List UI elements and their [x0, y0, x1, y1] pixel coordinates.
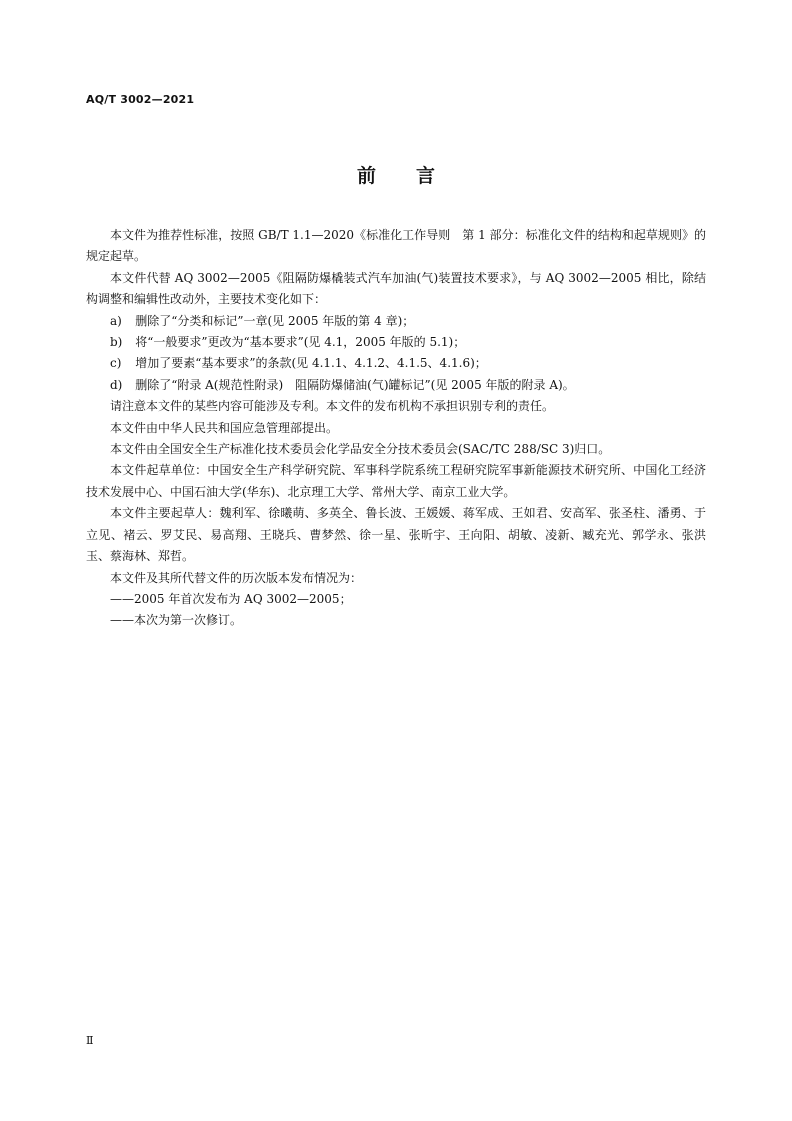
- standard-code: AQ/T 3002—2021: [86, 93, 195, 106]
- list-marker: c): [110, 356, 122, 371]
- paragraph-administrator: 本文件由全国安全生产标准化技术委员会化学品安全分技术委员会(SAC/TC 288/SC 3)归口。: [110, 442, 611, 457]
- paragraph-version-history: 本文件及其所代替文件的历次版本发布情况为：: [110, 570, 363, 585]
- list-marker: a): [110, 313, 122, 328]
- list-item: [86, 311, 706, 332]
- list-marker: b): [110, 335, 123, 350]
- paragraph-replacement: 本文件代替 AQ 3002—2005《阻隔防爆橇装式汽车加油(气)装置技术要求》，与 AQ 3002—2005 相比，除结构调整和编辑性改动外，主要技术变化如下：: [86, 270, 706, 307]
- list-item-text: 删除了“分类和标记”一章(见 2005 年版的第 4 章)；: [135, 313, 415, 328]
- paragraph-patent-notice: 请注意本文件的某些内容可能涉及专利。本文件的发布机构不承担识别专利的责任。: [110, 399, 555, 414]
- title-char-1: 前: [356, 165, 376, 187]
- list-item-text: 删除了“附录 A(规范性附录) 阻隔防爆储油(气)罐标记”(见 2005 年版的附录 A)。: [135, 377, 575, 392]
- list-item-text: 将“一般要求”更改为“基本要求”(见 4.1，2005 年版的 5.1)；: [135, 335, 466, 350]
- page-number: Ⅱ: [86, 1034, 94, 1047]
- foreword-body: [86, 225, 706, 632]
- paragraph-drafting-units: 本文件起草单位：中国安全生产科学研究院、军事科学院系统工程研究院军事新能源技术研究所、中国化工经济技术发展中心、中国石油大学(华东)、北京理工大学、常州大学、南京工业大学。: [86, 463, 706, 499]
- paragraph-drafters: 本文件主要起草人：魏利军、徐曦萌、多英全、鲁长波、王媛媛、蒋军成、王如君、安高军、张圣柱、潘勇、于立见、褚云、罗艾民、易高翔、王晓兵、曹梦然、徐一星、张昕宇、王向阳、胡敏、凌新、臧充光、郭学永、张洪玉、蔡海林、郑哲。: [86, 506, 706, 564]
- page-title: [0, 161, 792, 188]
- history-item: ——本次为第一次修订。: [110, 613, 243, 628]
- history-item: ——2005 年首次发布为 AQ 3002—2005；: [110, 591, 352, 606]
- list-item: [86, 375, 706, 396]
- paragraph-drafting-rules: 本文件为推荐性标准，按照 GB/T 1.1—2020《标准化工作导则 第 1 部分：标准化文件的结构和起草规则》的规定起草。: [86, 228, 706, 264]
- paragraph-proposer: 本文件由中华人民共和国应急管理部提出。: [110, 420, 339, 435]
- list-item-text: 增加了要素“基本要求”的条款(见 4.1.1、4.1.2、4.1.5、4.1.6)；: [135, 356, 487, 371]
- list-item: [86, 353, 706, 374]
- title-char-2: 言: [416, 165, 436, 187]
- list-item: [86, 332, 706, 353]
- list-marker: d): [110, 377, 123, 392]
